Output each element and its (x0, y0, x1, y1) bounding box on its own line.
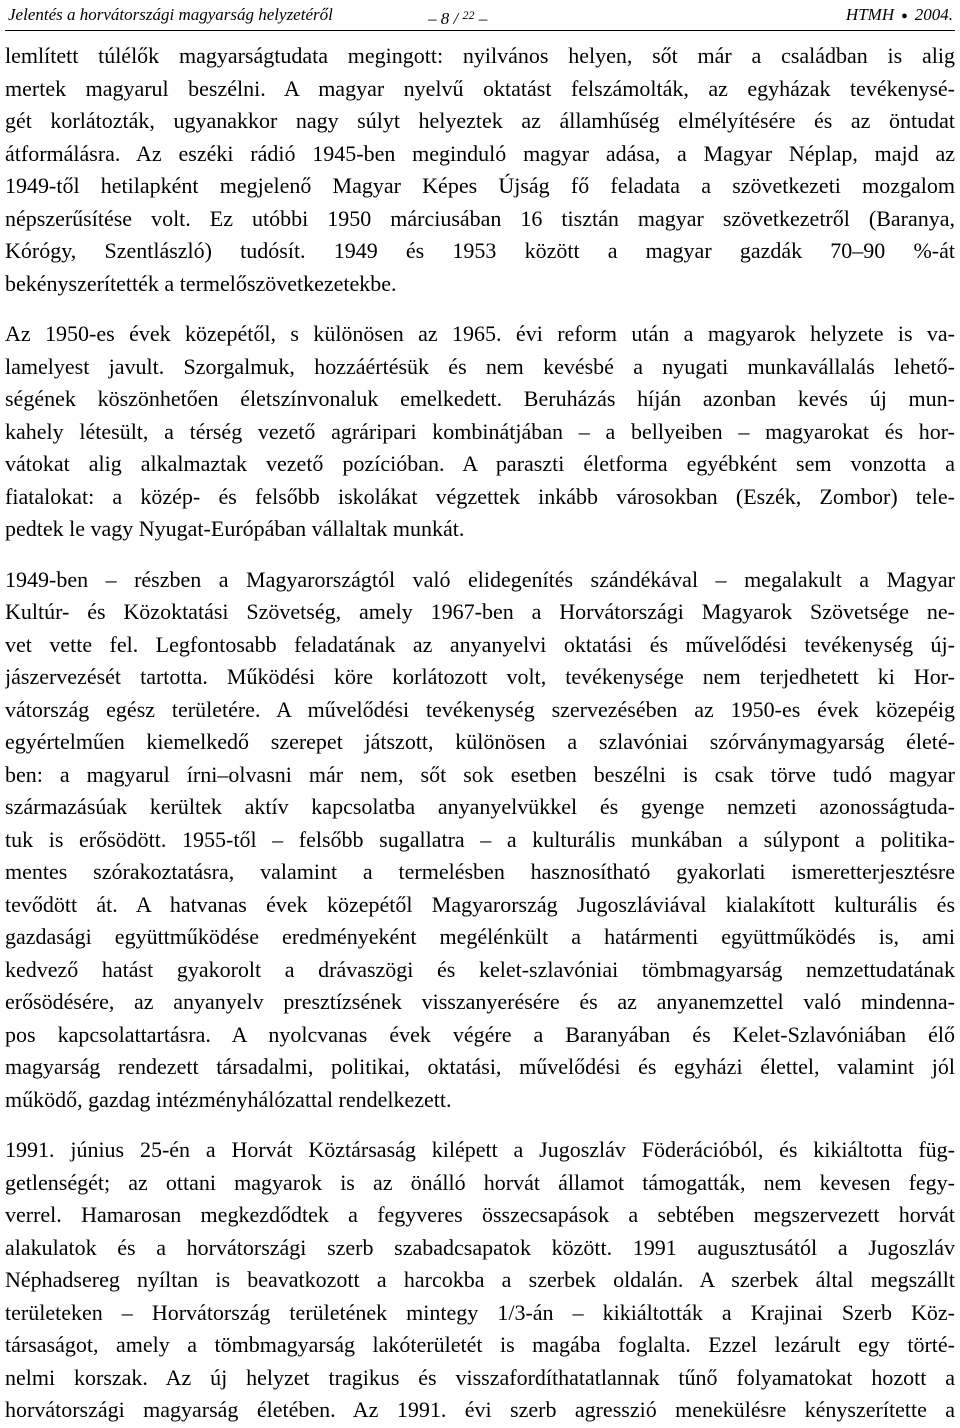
text-line: mentes szórakoztatásra, valamint a termelésben hasznosítható gyakorlati ismeretterjesztésre (5, 859, 955, 884)
text-line: népszerűsítése volt. Ez utóbbi 1950 márciusában 16 tisztán magyar szövetkezetről (Baranya, (5, 205, 955, 231)
text-line: pos kapcsolattartásra. A nyolcvanas évek végére a Baranyában és Kelet-Szlavóniában élő (5, 1021, 955, 1047)
text-line: mertek magyarul beszélni. A magyar nyelvű oktatást felszámolták, az egyházak tevékenysé- (5, 75, 955, 101)
document-title: Jelentés a horvátországi magyarság helyzetéről (8, 5, 333, 24)
text-line: bekényszerítették a termelőszövetkezetekbe. (5, 270, 397, 296)
text-line: verrel. Hamarosan megkezdődtek a fegyveres összecsapások a sebtében megszervezett horvát (5, 1202, 955, 1227)
text-line: 1949-ben – részben a Magyarországtól való elidegenítés szándékával – megalakult a Magyar (5, 566, 955, 592)
text-line: lamelyest javult. Szorgalmuk, hozzáértésük és nem kevésbé a nyugati munkavállalás lehető- (5, 353, 955, 379)
text-line: vátokat alig alkalmaztak vezető pozícióban. A paraszti életforma egyébként sem vonzotta a (5, 451, 955, 476)
paragraph (5, 564, 955, 1117)
text-line: lemlített túlélők magyarságtudata megingott: nyilvános helyen, sőt már a családban is alig (5, 43, 955, 68)
publisher-name: HTMH (845, 5, 895, 24)
text-line: 1991. június 25-én a Horvát Köztársaság kilépett a Jugoszláv Föderációból, és kikiáltotta füg- (5, 1137, 955, 1162)
text-line: társaságot, amely a tömbmagyarság lakóterületét is magába foglalta. Ezzel lezárult egy törté- (5, 1332, 955, 1357)
paragraph (5, 40, 955, 300)
publisher-info (846, 0, 953, 31)
text-line: működő, gazdag intézményhálózattal rendelkezett. (5, 1086, 452, 1112)
text-line: magyarság rendezett társadalmi, politikai, oktatási, művelődési és egyházi élettel, valamint jól (5, 1054, 955, 1079)
text-line: ben: a magyarul írni–olvasni már nem, sőt sok esetben beszélni is csak törve tudó magyar (5, 761, 955, 787)
text-line: vet vette fel. Legfontosabb feladatának az anyanyelvi oktatási és művelődési tevékenység új- (5, 631, 955, 657)
text-line: Kultúr- és Közoktatási Szövetség, amely 1967-ben a Horvátországi Magyarok Szövetsége ne- (5, 599, 955, 624)
text-line: erősödésére, az anyanyelv presztízsének visszanyerésére és az anyanemzettel való mindenna- (5, 989, 955, 1014)
page-number-separator: / (453, 9, 459, 28)
text-line: kedvező hatást gyakorolt a drávaszögi és kelet-szlavóniai tömbmagyarság nemzettudatának (5, 956, 955, 982)
text-line: getlenségét; az ottani magyarok is az önálló horvát államot támogatták, nem kevesen fegy- (5, 1169, 955, 1195)
text-line: vátország egész területére. A művelődési tevékenység szervezésében az 1950-es évek közepéig (5, 696, 955, 722)
page-number-suffix: – (478, 9, 488, 28)
text-line: horvátországi magyarság életében. Az 1991. évi szerb agresszió menekülésre kényszerítette a (5, 1397, 955, 1422)
text-line: származásúak kerültek aktív kapcsolatba anyanyelvükkel és gyenge nemzeti azonosságtuda- (5, 794, 955, 819)
text-line: Az 1950-es évek közepétől, s különösen az 1965. évi reform után a magyarok helyzete is va- (5, 321, 955, 346)
text-line: Kórógy, Szentlászló) tudósít. 1949 és 1953 között a magyar gazdák 70–90 %-át (5, 238, 955, 263)
text-line: ségének köszönhetően életszínvonaluk emelkedett. Beruházás híján azonban kevés új mun- (5, 386, 955, 411)
text-line: tevődött át. A hatvanas évek közepétől Magyarország Jugoszláviával kialakított kulturális és (5, 891, 955, 917)
page-number-prefix: – (428, 9, 437, 28)
page-number-total: 22 (462, 8, 475, 22)
publication-year: 2004. (914, 5, 953, 24)
text-line: pedtek le vagy Nyugat-Európában vállaltak munkát. (5, 516, 465, 541)
page-number (428, 0, 487, 34)
document-body (5, 40, 955, 1427)
text-line: gét korlátozták, ugyanakkor nagy súlyt helyeztek az államhűség elmélyítésére és az öntudat (5, 108, 955, 133)
text-line: 1949-től hetilapként megjelenő Magyar Képes Újság fő feladata a szövetkezeti mozgalom (5, 173, 955, 198)
text-line: területeken – Horvátország területének mintegy 1/3-án – kikiáltották a Krajinai Szerb Köz- (5, 1299, 955, 1325)
text-line: egyértelműen kiemelkedő szerepet játszott, különösen a szlavóniai szórványmagyarság életé- (5, 729, 955, 754)
paragraph (5, 1134, 955, 1427)
text-line: jászervezését tartotta. Működési köre korlátozott volt, tevékenysége nem terjedhetett ki Hor- (5, 664, 955, 689)
text-line: tuk is erősödött. 1955-től – felsőbb sugallatra – a kulturális munkában a súlypont a politika- (5, 826, 955, 852)
text-line: Néphadsereg nyíltan is beavatkozott a harcokba a szerbek oldalán. A szerbek által megszállt (5, 1267, 955, 1292)
text-line: gazdasági együttműködése eredményeként megélénkült a határmenti együttműködés is, ami (5, 924, 955, 949)
text-line: átformálásra. Az eszéki rádió 1945-ben meginduló magyar adása, a Magyar Néplap, majd az (5, 140, 955, 166)
page-header (5, 0, 955, 31)
paragraph (5, 318, 955, 546)
page-number-current: 8 (440, 9, 450, 28)
text-line: fiatalokat: a közép- és felsőbb iskolákat végzettek inkább városokban (Eszék, Zombor) tele- (5, 483, 955, 509)
bullet-separator-icon: ● (901, 10, 908, 22)
text-line: kahely létesült, a térség vezető agráripari kombinátjában – a bellyeiben – magyarokat és hor- (5, 418, 955, 444)
text-line: alakulatok és a horvátországi szerb szabadcsapatok között. 1991 augusztusától a Jugoszláv (5, 1234, 955, 1260)
text-line: nelmi korszak. Az új helyzet tragikus és visszafordíthatatlannak tűnő folyamatokat hozott a (5, 1364, 955, 1390)
